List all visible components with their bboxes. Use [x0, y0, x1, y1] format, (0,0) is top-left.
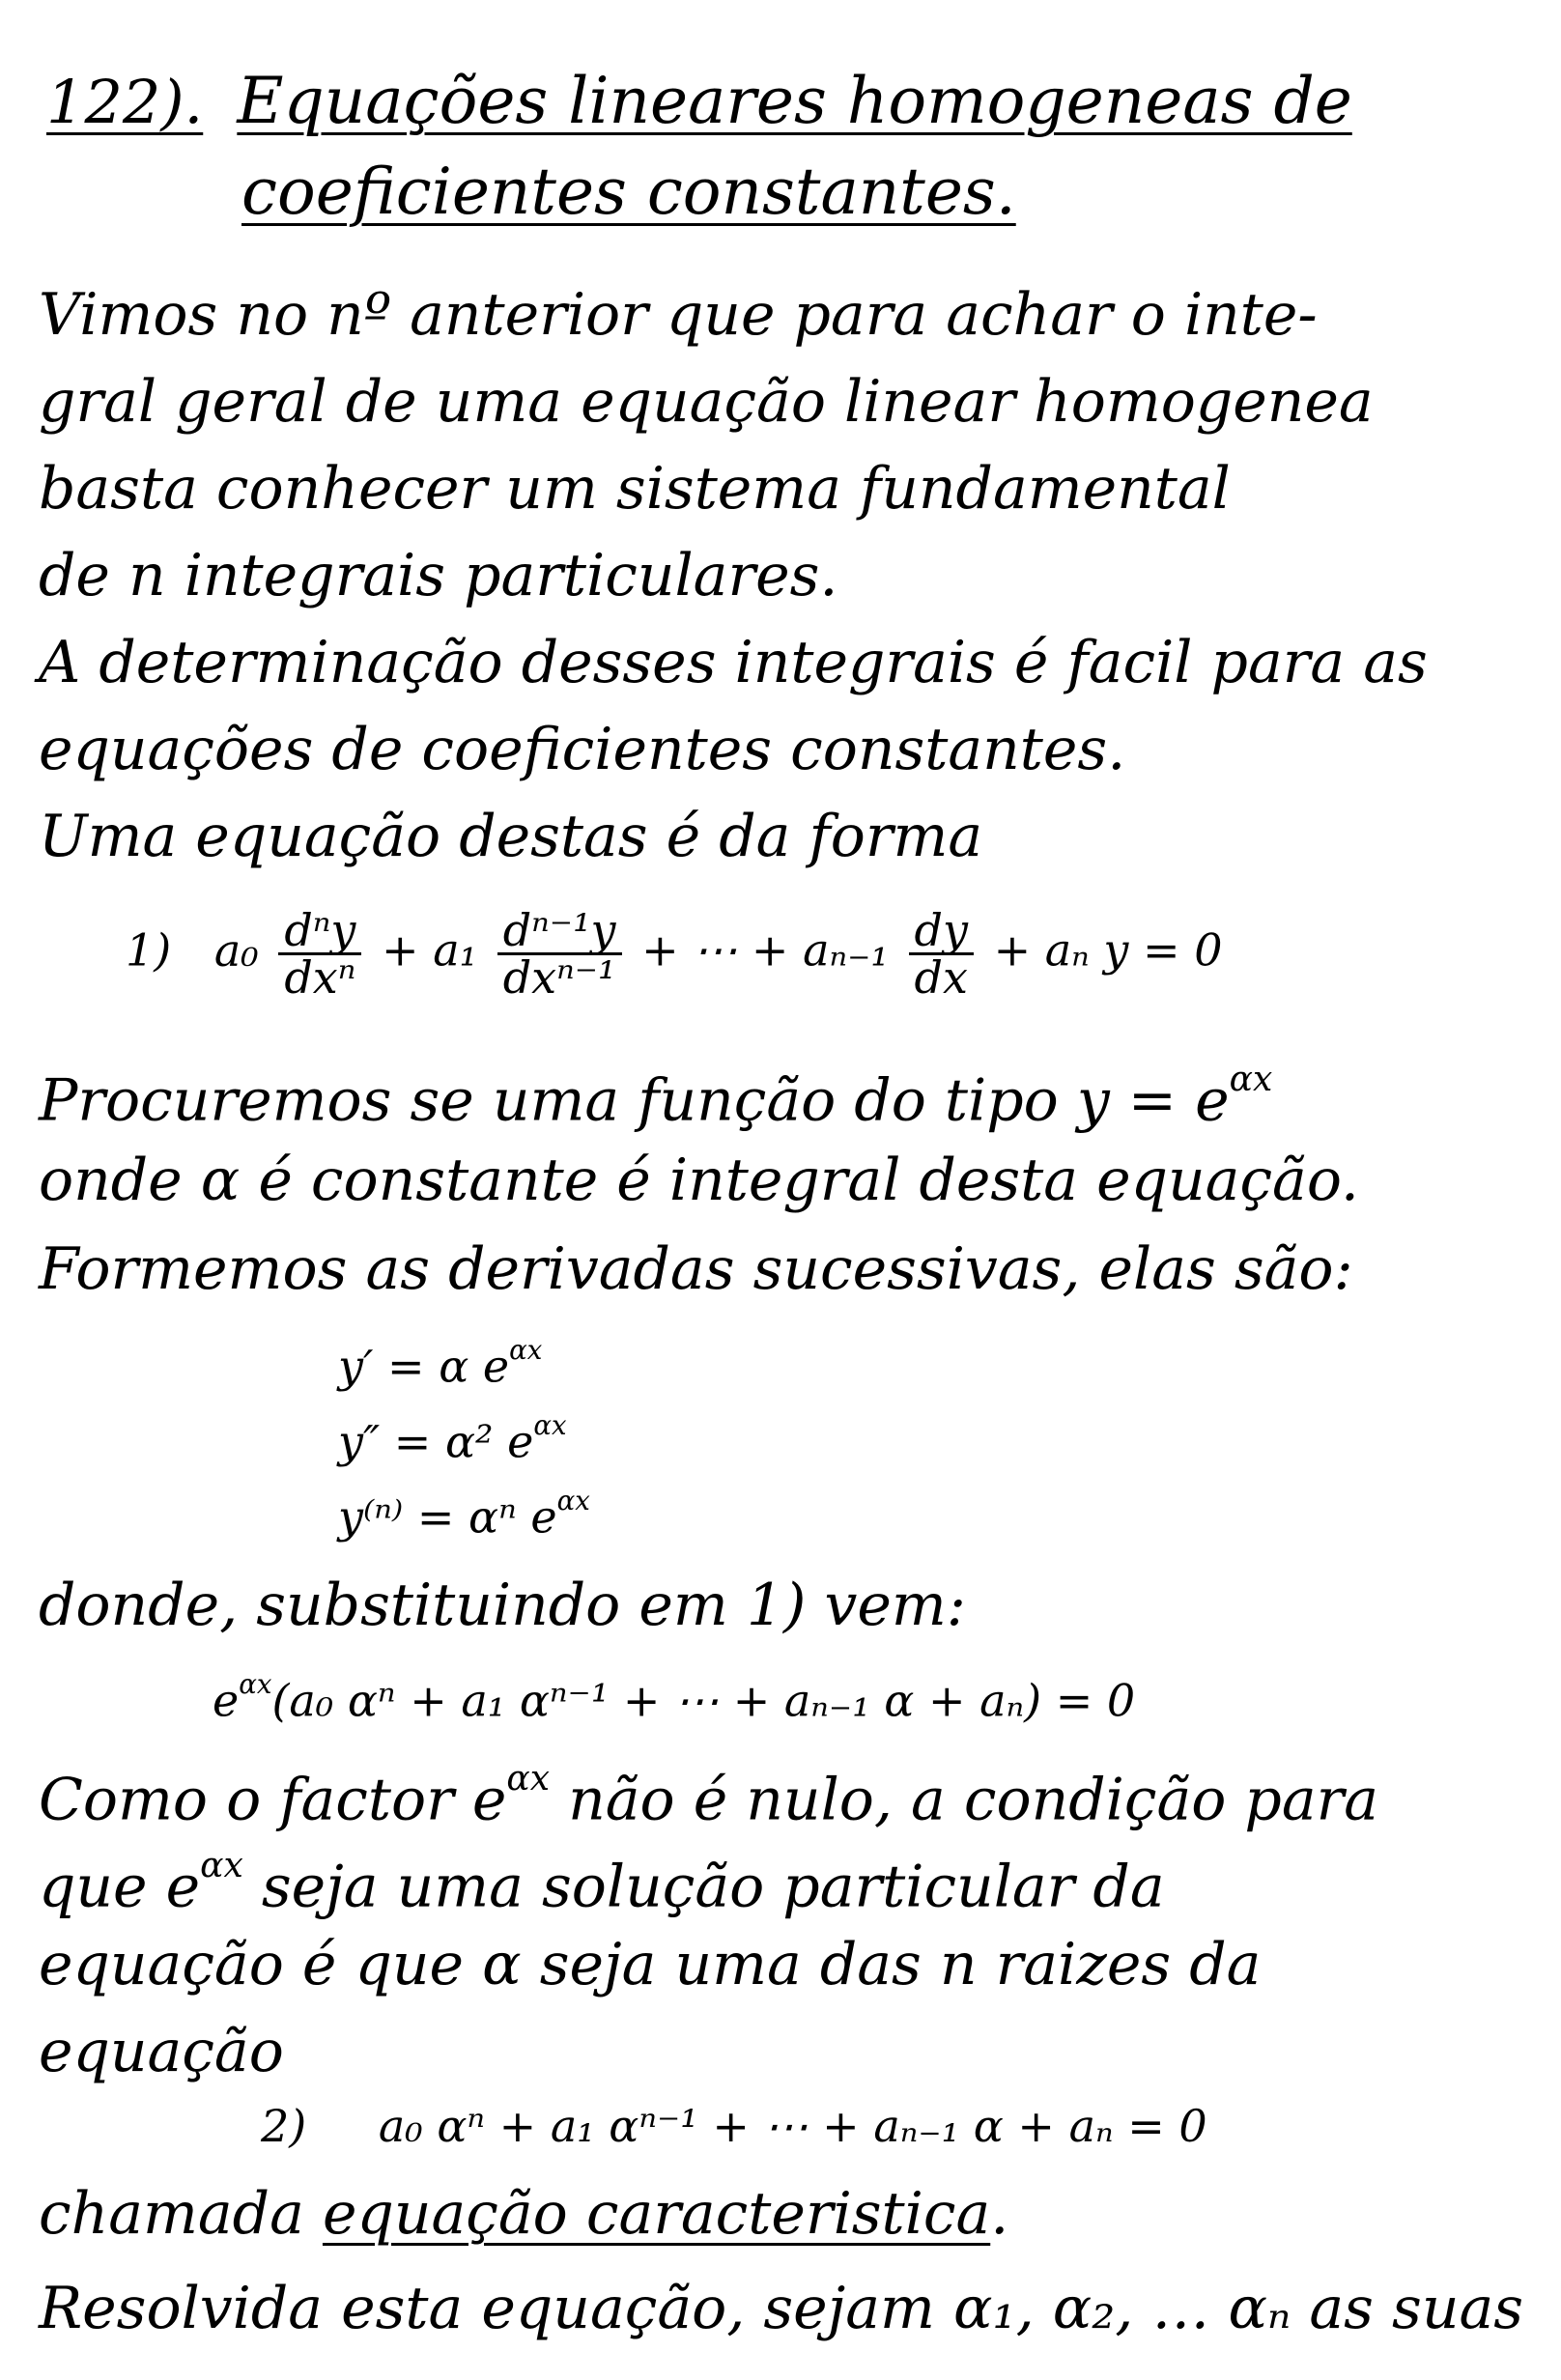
eq1-f1-numerator: dⁿy [278, 908, 361, 955]
text-line-17-exponent: αx [506, 1759, 551, 1799]
section-title-line-2: coeficientes constantes. [241, 155, 1016, 229]
text-line-1: Vimos no nº anterior que para achar o inte- [39, 281, 1318, 349]
eq1-f2-denominator: dxⁿ⁻¹ [502, 951, 616, 1004]
text-line-6: equações de coeficientes constantes. [39, 716, 1126, 783]
eq1-middle-terms: + ⋯ + aₙ₋₁ [641, 923, 889, 977]
derivative-n-base: y⁽ⁿ⁾ = αⁿ e [338, 1490, 557, 1544]
eq1-fraction-2 [497, 904, 622, 1004]
derivative-2-exponent: αx [533, 1409, 567, 1441]
eq1-fraction-3 [909, 904, 974, 1004]
eq1-f3-numerator: dy [909, 908, 974, 955]
text-line-22-start: chamada [39, 2180, 323, 2248]
eq3-body: (a₀ αⁿ + a₁ αⁿ⁻¹ + ⋯ + aₙ₋₁ α + aₙ) = 0 [271, 1674, 1136, 1727]
eq1-a0: a₀ [213, 923, 259, 977]
text-line-22-end: . [990, 2180, 1009, 2248]
eq1-fraction-1 [278, 904, 361, 1004]
text-line-18-end: seja uma solução particular da [242, 1853, 1165, 1921]
equation-substituted [213, 1668, 1136, 1727]
text-line-2: gral geral de uma equação linear homogenea [39, 368, 1374, 436]
characteristic-equation-term: equação caracteristica [322, 2180, 991, 2248]
section-header [46, 64, 1352, 138]
section-title-line-1: Equações lineares homogeneas de [237, 64, 1352, 138]
text-line-9-main: Procuremos se uma função do tipo y = e [39, 1066, 1230, 1135]
text-line-23: Resolvida esta equação, sejam α₁, α₂, … αₙ as suas [39, 2275, 1524, 2342]
equation-2-body: a₀ αⁿ + a₁ αⁿ⁻¹ + ⋯ + aₙ₋₁ α + aₙ = 0 [378, 2100, 1207, 2152]
text-line-20: equação [39, 2018, 284, 2085]
text-line-18-exponent: αx [200, 1846, 243, 1885]
equation-1-label: 1) [126, 923, 172, 977]
derivative-1-base: y′ = α e [338, 1340, 510, 1393]
text-line-22 [39, 2180, 1009, 2248]
eq1-plus-a1: + a₁ [382, 923, 478, 977]
derivative-2-base: y″ = α² e [338, 1415, 534, 1468]
eq3-exp-base: e [213, 1674, 240, 1727]
text-line-18-start: que e [39, 1853, 201, 1921]
text-line-15: donde, substituindo em 1) vem: [39, 1572, 966, 1639]
text-line-5: A determinação desses integrais é facil para as [39, 629, 1428, 696]
text-line-19: equação é que α seja uma das n raizes da [39, 1931, 1262, 1998]
derivative-2 [338, 1409, 567, 1468]
derivative-1 [338, 1334, 543, 1393]
eq1-f1-denominator: dxⁿ [284, 951, 356, 1004]
text-line-9 [39, 1060, 1273, 1135]
text-line-10: onde α é constante é integral desta equação. [39, 1147, 1359, 1214]
text-line-17-end: não é nulo, a condição para [550, 1766, 1379, 1834]
derivative-1-exponent: αx [509, 1334, 543, 1366]
section-number: 122). [46, 67, 204, 137]
equation-2 [261, 2100, 1207, 2152]
eq1-f2-numerator: dⁿ⁻¹y [497, 908, 622, 955]
eq3-exponent: αx [239, 1668, 272, 1700]
text-line-3: basta conhecer um sistema fundamental [39, 455, 1231, 523]
text-line-17 [39, 1759, 1379, 1834]
eq1-f3-denominator: dx [914, 951, 968, 1004]
derivative-n-exponent: αx [556, 1485, 590, 1516]
text-line-17-start: Como o factor e [39, 1766, 507, 1834]
text-line-9-exponent: αx [1229, 1060, 1273, 1099]
text-line-7: Uma equação destas é da forma [39, 803, 983, 870]
equation-2-label: 2) [261, 2100, 307, 2152]
equation-1 [126, 904, 1223, 1004]
text-line-4: de n integrais particulares. [39, 542, 838, 609]
text-line-11: Formemos as derivadas sucessivas, elas são: [39, 1235, 1353, 1303]
derivative-n [338, 1485, 590, 1544]
text-line-18 [39, 1846, 1165, 1921]
eq1-end-terms: + aₙ y = 0 [993, 923, 1223, 977]
